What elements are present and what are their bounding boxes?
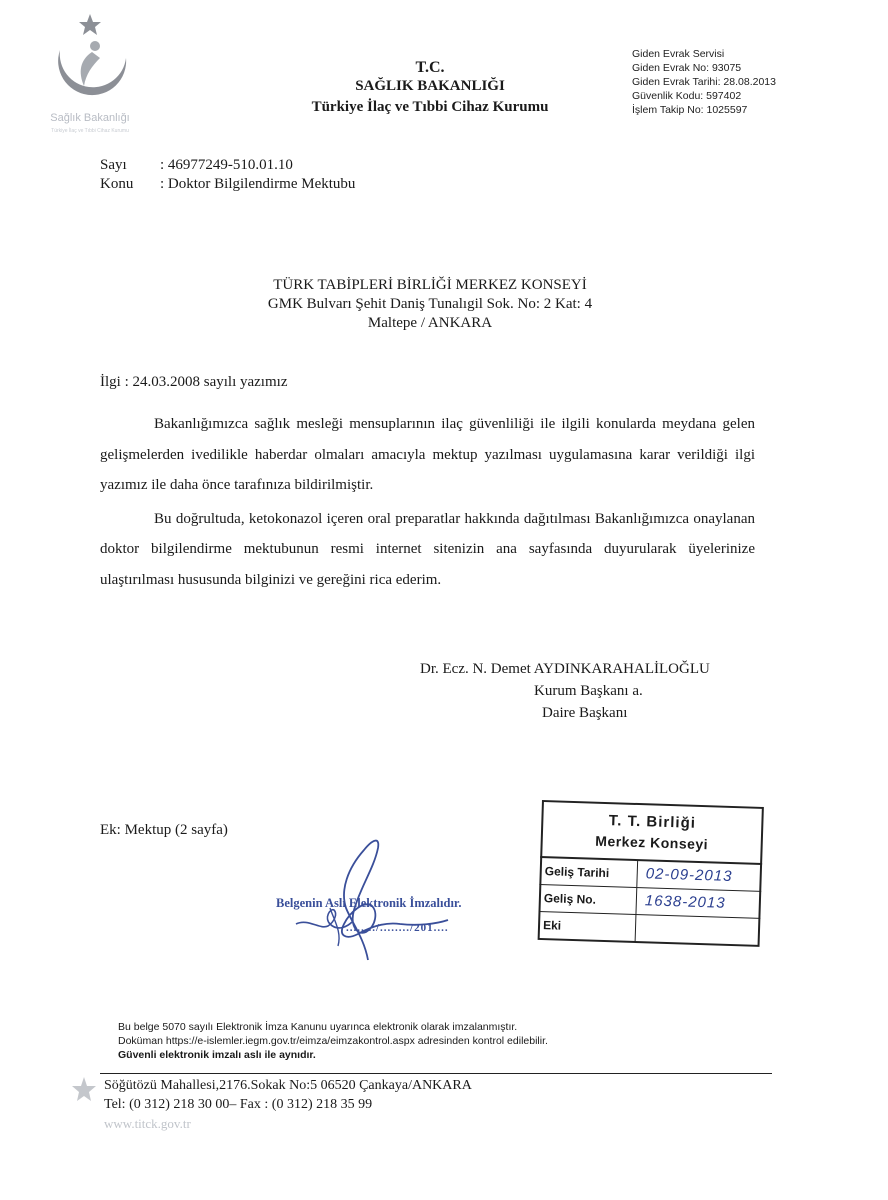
dispatch-number: Giden Evrak No: 93075 <box>632 62 742 74</box>
letter-body <box>100 409 755 598</box>
addressee-org: TÜRK TABİPLERİ BİRLİĞİ MERKEZ KONSEYİ <box>273 277 587 293</box>
electronic-signature-stamp <box>268 828 488 968</box>
stamp-grid <box>538 856 762 945</box>
header-tc: T.C. <box>415 59 445 76</box>
dispatch-date: Giden Evrak Tarihi: 28.08.2013 <box>632 76 776 88</box>
dispatch-info <box>632 47 776 117</box>
signatory-name: Dr. Ecz. N. Demet AYDINKARAHALİLOĞLU <box>420 661 710 677</box>
stamp-ek-value <box>636 915 761 945</box>
letterhead <box>270 58 590 118</box>
sayi-label: Sayı <box>100 157 127 173</box>
dispatch-tracking: İşlem Takip No: 1025597 <box>632 104 748 116</box>
logo-name: Sağlık Bakanlığı <box>50 112 130 124</box>
logo-subtitle: Türkiye İlaç ve Tıbbi Cihaz Kurumu <box>51 128 129 134</box>
legal-line-3: Güvenli elektronik imzalı aslı ile aynıdır. <box>118 1049 316 1061</box>
footer-website: www.titck.gov.tr <box>104 1116 191 1131</box>
body-paragraph-2: Bu doğrultuda, ketokonazol içeren oral preparatlar hakkında dağıtılması Bakanlığımızca onaylanan doktor bilgilendirme mektubunun resmi internet sitenizin ana sayfasında duyurularak üyelerinize ulaştırılması hususunda bilginizi ve gereğini rica ederim. <box>100 510 755 588</box>
stamp-ek-label: Eki <box>538 912 637 941</box>
addressee-city: Maltepe / ANKARA <box>367 315 493 331</box>
stamp-org: T. T. Birliği <box>608 812 697 832</box>
attachment-line: Ek: Mektup (2 sayfa) <box>100 822 228 838</box>
header-ministry: SAĞLIK BAKANLIĞI <box>355 78 505 94</box>
stamp-no-value: 1638-2013 <box>644 892 726 912</box>
dispatch-security-code: Güvenlik Kodu: 597402 <box>632 90 742 102</box>
legal-line-2: Doküman https://e-islemler.iegm.gov.tr/eimza/eimzakontrol.aspx adresinden kontrol edilebilir. <box>118 1035 548 1047</box>
esign-text: Belgenin Aslı Elektronik İmzalıdır. <box>276 896 462 910</box>
crescent-star-logo-icon <box>40 12 140 112</box>
stamp-date-value: 02-09-2013 <box>645 865 733 886</box>
stamp-no-label: Geliş No. <box>539 885 638 914</box>
esign-legal-notice <box>118 1020 548 1062</box>
footer-address: Söğütözü Mahallesi,2176.Sokak No:5 06520 Çankaya/ANKARA <box>104 1078 472 1093</box>
stamp-council: Merkez Konseyi <box>595 832 709 853</box>
footer-divider <box>100 1073 772 1074</box>
legal-line-1: Bu belge 5070 sayılı Elektronik İmza Kanunu uyarınca elektronik olarak imzalanmıştır. <box>118 1021 518 1033</box>
addressee-street: GMK Bulvarı Şehit Daniş Tunalıgil Sok. No: 2 Kat: 4 <box>267 296 593 312</box>
konu-label: Konu <box>100 176 134 192</box>
addressee-block <box>200 276 660 333</box>
signatory-title-1: Kurum Başkanı a. <box>534 683 643 699</box>
esign-date: ......../......../201.... <box>346 922 449 934</box>
footer-phone: Tel: (0 312) 218 30 00– Fax : (0 312) 218 35 99 <box>104 1097 373 1112</box>
reference-line: İlgi : 24.03.2008 sayılı yazımız <box>100 374 288 390</box>
konu-value: : Doktor Bilgilendirme Mektubu <box>160 176 356 192</box>
signature-block <box>420 658 710 724</box>
signatory-title-2: Daire Başkanı <box>542 705 628 721</box>
footer <box>104 1076 472 1133</box>
dispatch-service: Giden Evrak Servisi <box>632 48 725 60</box>
footer-star-icon <box>70 1076 98 1104</box>
subject-block <box>100 156 355 194</box>
ministry-logo <box>30 12 150 152</box>
sayi-value: : 46977249-510.01.10 <box>160 157 293 173</box>
header-agency: Türkiye İlaç ve Tıbbi Cihaz Kurumu <box>311 99 549 115</box>
stamp-date-label: Geliş Tarihi <box>539 858 638 887</box>
body-paragraph-1: Bakanlığımızca sağlık mesleği mensuplarının ilaç güvenliliği ile ilgili konularda meydana gelen gelişmelerden ivedilikle haberdar olmaları amacıyla mektup yazılması uygulamasına karar verildiği ilgi yazımız ile daha önce tarafınıza bildirilmiştir. <box>100 416 755 493</box>
received-stamp <box>538 800 764 947</box>
